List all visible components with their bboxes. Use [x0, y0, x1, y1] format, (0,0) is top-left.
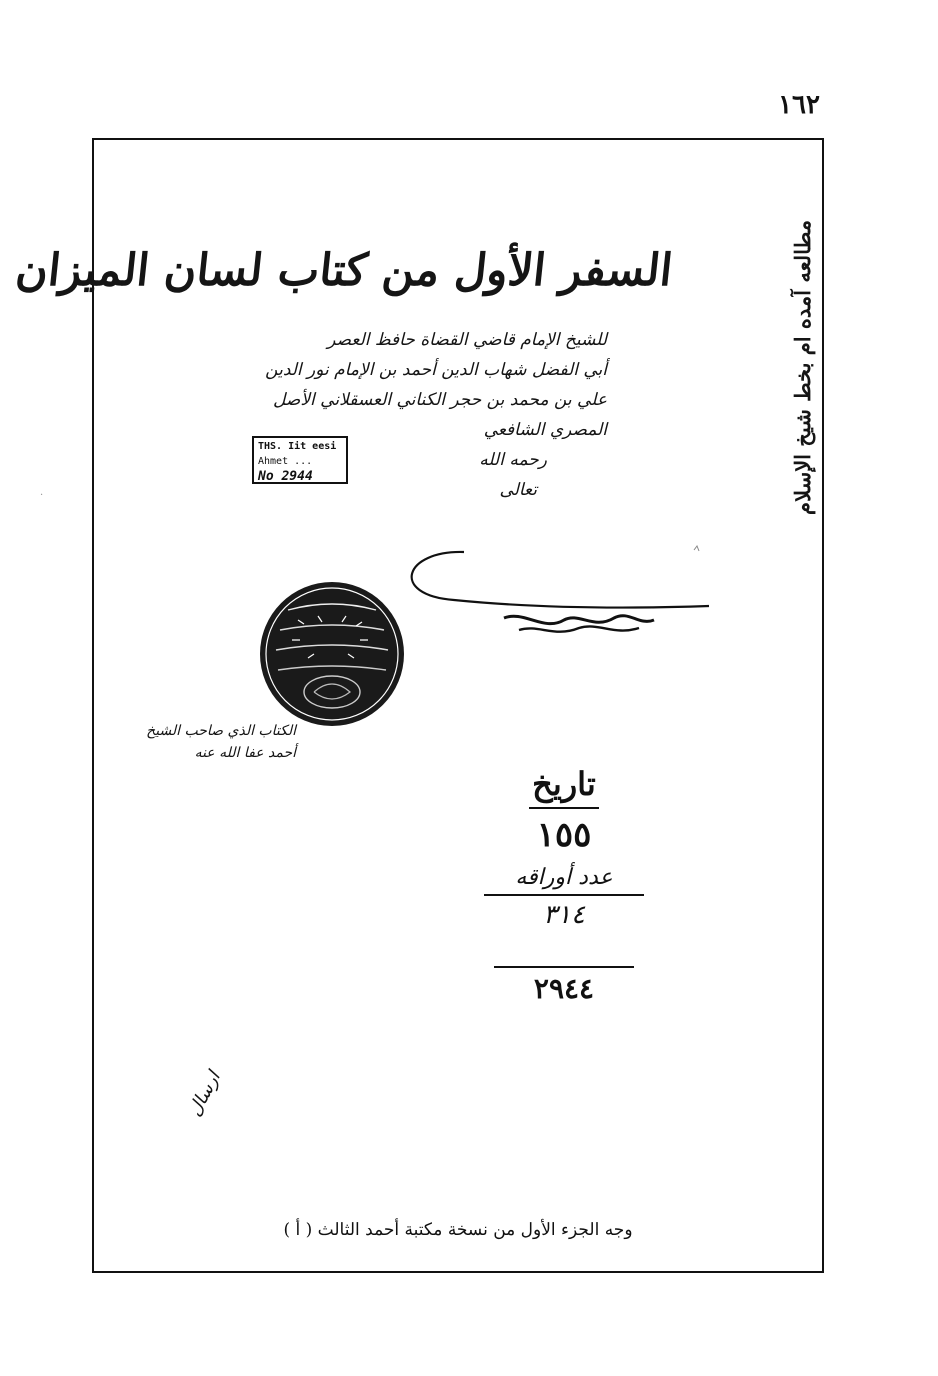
leaf-count-value: ٣١٤ [543, 900, 585, 930]
manuscript-frame [13, 138, 824, 1273]
register-number: ٢٩٤٤ [533, 972, 595, 1005]
figure-caption: وجه الجزء الأول من نسخة مكتبة أحمد الثالث ( أ ) [283, 1220, 633, 1240]
speck: · [40, 490, 44, 501]
stamp-line: THS. Iit eesi [258, 441, 337, 452]
author-line: علي بن محمد بن حجر الكناني العسقلاني الأصل [273, 390, 607, 410]
manuscript-title: السفر الأول من كتاب لسان الميزان [13, 245, 675, 296]
owner-note [116, 720, 296, 764]
divider [494, 966, 634, 968]
stamp-number: 2944 [281, 469, 313, 484]
stamp-line: Ahmet ... [258, 456, 313, 467]
catalog-block [464, 765, 664, 1005]
author-line: للشيخ الإمام قاضي القضاة حافظ العصر [327, 330, 607, 350]
library-stamp [252, 436, 348, 484]
owner-note-line: أحمد عفا الله عنه [194, 745, 296, 761]
author-line: المصري الشافعي [483, 420, 607, 440]
margin-scribble: ارسال [184, 1068, 225, 1120]
divider [484, 894, 644, 896]
leaf-count-label: عدد أوراقه [515, 865, 613, 890]
ottoman-seal-icon [258, 580, 406, 728]
page-number: ١٦٢ [778, 90, 820, 120]
author-line: أبي الفضل شهاب الدين أحمد بن الإمام نور الدين [265, 360, 607, 380]
catalog-word: تاريخ [532, 765, 596, 803]
tughra-signature-icon [394, 540, 714, 650]
divider [529, 807, 599, 809]
catalog-number: ١٥٥ [536, 815, 592, 855]
author-line: تعالى [499, 480, 537, 500]
owner-note-line: الكتاب الذي صاحب الشيخ [146, 723, 296, 739]
stamp-line: No 2944 [258, 469, 313, 484]
author-line: رحمه الله [479, 450, 547, 470]
side-note: مطالعه آمده ام بخط شيخ الإسلام [790, 220, 815, 515]
